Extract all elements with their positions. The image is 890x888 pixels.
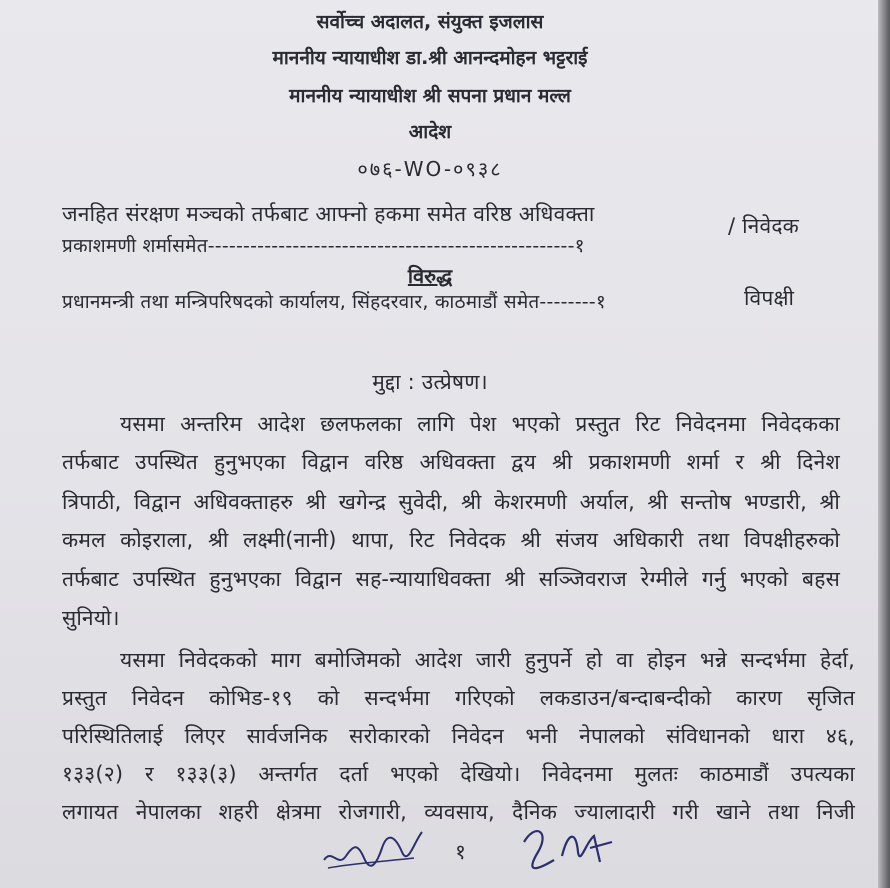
petitioner-line-2: प्रकाशमणी शर्मासमेत----------------------------------------------------१: [62, 235, 585, 257]
petitioner-label: / निवेदक: [728, 214, 799, 238]
justice-1: माननीय न्यायाधीश डा.श्री आनन्दमोहन भट्टराई: [272, 47, 588, 69]
paragraph2-line-5: लगायत नेपालका शहरी क्षेत्रमा रोजगारी, व्यवसाय, दैनिक ज्यालादारी गरी खाने तथा निजी: [62, 800, 855, 824]
paragraph1-line-5: तर्फबाट उपस्थित हुनुभएका विद्वान सह-न्यायाधिवक्ता श्री सञ्जिवराज रेग्मीले गर्नु भएको बहस: [62, 567, 840, 591]
versus-heading: विरुद्ध: [407, 264, 453, 288]
page-number: १: [455, 840, 467, 864]
paragraph2-line-4: १३३(२) र १३३(३) अन्तर्गत दर्ता भएको देखियो। निवेदनमा मुलतः काठमाडौं उपत्यका: [62, 762, 855, 786]
signature-left-icon: [318, 818, 428, 878]
respondent-label: विपक्षी: [744, 286, 795, 310]
paragraph2-line-2: प्रस्तुत निवेदन कोभिड-१९ को सन्दर्भमा गरिएको लकडाउन/बन्दाबन्दीको कारण सृजित: [62, 686, 855, 710]
paragraph2-line-3: परिस्थितिलाई लिएर सार्वजनिक सरोकारको निवेदन भनी नेपालको संविधानको धारा ४६,: [62, 724, 855, 748]
court-title: सर्वोच्च अदालत, संयुक्त इजलास: [316, 11, 544, 33]
subject-line: मुद्दा : उत्प्रेषण।: [372, 370, 488, 394]
paragraph1-line-1: यसमा अन्तरिम आदेश छलफलका लागि पेश भएको प्रस्तुत रिट निवेदनमा निवेदकका: [120, 412, 840, 436]
paragraph1-line-6: सुनियो।: [62, 606, 120, 630]
order-title: आदेश: [408, 121, 452, 143]
page-edge-shadow: [878, 0, 890, 888]
case-number: ०७६-WO-०९३८: [357, 157, 503, 181]
signature-right-icon: [516, 812, 626, 882]
justice-2: माननीय न्यायाधीश श्री सपना प्रधान मल्ल: [289, 85, 571, 107]
respondent-line: प्रधानमन्त्री तथा मन्त्रिपरिषदको कार्यालय, सिंहदरवार, काठमाडौं समेत--------१: [62, 291, 606, 313]
paragraph1-line-4: कमल कोइराला, श्री लक्ष्मी(नानी) थापा, रिट निवेदक श्री संजय अधिकारी तथा विपक्षीहरुको: [62, 528, 840, 552]
paragraph1-line-3: त्रिपाठी, विद्वान अधिवक्ताहरु श्री खगेन्द्र सुवेदी, श्री केशरमणी अर्याल, श्री सन्तोष भण्डारी, श्री: [62, 490, 840, 514]
paragraph2-line-1: यसमा निवेदकको माग बमोजिमको आदेश जारी हुनुपर्ने हो वा होइन भन्ने सन्दर्भमा हेर्दा,: [120, 648, 855, 672]
petitioner-line-1: जनहित संरक्षण मञ्चको तर्फबाट आफ्नो हकमा समेत वरिष्ठ अधिवक्ता: [62, 202, 595, 226]
paragraph1-line-2: तर्फबाट उपस्थित हुनुभएका विद्वान वरिष्ठ अधिवक्ता द्वय श्री प्रकाशमणी शर्मा र श्री दिनेश: [62, 450, 840, 474]
